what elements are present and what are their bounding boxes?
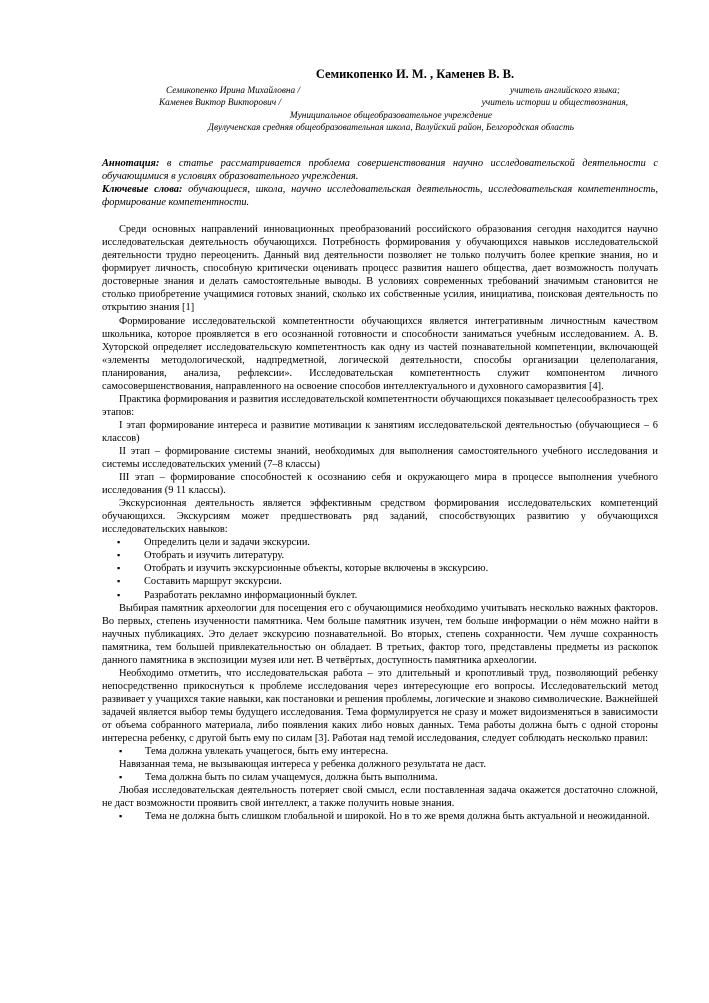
- paragraph-archaeology: Выбирая памятник археологии для посещения его с обучающимися необходимо учитывать несколько важных факторов. Во первых, степень изученности памятника. Чем больше памятник изучен, тем больше информации о нём можно найти в научных публикациях. Это делает экскурсию познавательной. Во вторых, степень сохранности. Чем лучше сохранность памятника, тем большей привлекательностью он обладает. В третьих, фактор того, представлены предметы из раскопок данного памятника в экспозиции музея или нет. В четвёртых, доступность памятника археологии.: [102, 602, 658, 666]
- annotation-label: Аннотация:: [102, 158, 160, 170]
- paragraph-research: Необходимо отметить, что исследовательская работа – это длительный и кропотливый труд, позволяющий ребенку непосредственно прикоснуться к проблеме исследования через интересующие его вопросы. Исследовательский метод развивает у учащихся такие навыки, как постановки и решения проблемы, логические и знаково символические. Важнейшей задачей является выбор темы будущего исследования. Тема формулируется не сразу и может видоизменяться в зависимости от объема собранного материала, либо появления каких либо новых данных. Тема работы должна быть с одной стороны интересна ребенку, с другой быть ему по силам [3]. Работая над темой исследования, следует соблюдать несколько правил:: [102, 667, 658, 745]
- list-item: ▪ Определить цели и задачи экскурсии.: [102, 536, 658, 549]
- author1-role: учитель английского языка;: [509, 86, 620, 96]
- rule-2: [102, 771, 658, 784]
- article-body: [102, 223, 658, 823]
- author2-role: учитель истории и обществознания,: [481, 98, 628, 109]
- keywords-text: обучающиеся, школа, научно исследовательская деятельность, исследовательская компетентность, формирование компетентности.: [102, 184, 658, 209]
- rule-1-text: Тема должна увлекать учащегося, быть ему интересна.: [145, 746, 389, 758]
- author2-row: [102, 97, 658, 109]
- article-title: Семикопенко И. М. , Каменев В. В.: [315, 67, 515, 81]
- rule-2-note: Любая исследовательская деятельность потеряет свой смысл, если поставленная задача окажется достаточно сложной, не даст возможности проявить свой интеллект, а также получить новые знания.: [102, 785, 658, 810]
- list-item: ▪ Составить маршрут экскурсии.: [102, 575, 658, 588]
- annotation: [102, 157, 658, 183]
- article-page: [102, 66, 658, 823]
- list-item: ▪ Разработать рекламно информационный буклет.: [102, 589, 658, 602]
- paragraph-2: Формирование исследовательской компетентности обучающихся является интегративным личностным качеством школьника, которое проявляется в его осознанной готовности и способности заниматься учебным исследованием. А. В. Хуторской определяет исследовательскую компетентность как одну из частей познавательной компетенции, включающей «элементы методологической, надпредметной, логической деятельности, способы организации целеполагания, планирования, анализа, рефлексии». Исследовательская компетентность служит компонентом личного самосовершенствования, направленного на освоение способов интеллектуального и духовного саморазвития [4].: [102, 315, 658, 392]
- annotation-text: в статье рассматривается проблема совершенствования научно исследовательской деятельности с обучающимися в условиях образовательного учреждения.: [102, 158, 658, 183]
- paragraph-3: Практика формирования и развития исследовательской компетентности обучающихся показывает целесообразность трех этапов:: [102, 393, 658, 418]
- bullet-icon: ▪: [119, 746, 123, 757]
- rule-1: [102, 745, 658, 758]
- abstract-block: [102, 157, 658, 209]
- keywords-label: Ключевые слова:: [102, 184, 183, 196]
- stage-3: III этап – формирование способностей к осознанию себя и окружающего мира в процессе выполнения учебного исследования (9 11 классы).: [102, 472, 658, 497]
- author1-row: [102, 85, 658, 97]
- rule-1-note: Навязанная тема, не вызывающая интереса у ребенка должного результата не даст.: [119, 759, 487, 771]
- list-item: ▪ Отобрать и изучить экскурсионные объекты, которые включены в экскурсию.: [102, 562, 658, 575]
- author1-name: Семикопенко Ирина Михайловна /: [166, 86, 301, 96]
- paragraph-1: Среди основных направлений инновационных преобразований российского образования сегодня находится научно исследовательская деятельность обучающихся. Потребность формирования у обучающихся навыков исследовательской деятельности трудно переоценить. Данный вид деятельности позволяет не только получить более крепкие знания, но и формирует личность, способную критически оценивать процесс развития нашего общества, дает возможность получать достоверные знания и делать самостоятельные выводы. В условиях современных требований значимым становится не столько приобретение учащимися готовых знаний, сколько их собственные усилия, инициатива, поисковая деятельность по открытию знания [1]: [102, 224, 658, 314]
- rule-3-text: Тема не должна быть слишком глобальной и широкой. Но в то же время должна быть актуальной и неожиданной.: [145, 811, 650, 823]
- list-item: ▪ Отобрать и изучить литературу.: [102, 549, 658, 562]
- paragraph-excursion: Экскурсионная деятельность является эффективным средством формирования исследовательских компетенций обучающихся. Экскурсиям может предшествовать ряд заданий, способствующих развитию у обучающихся исследовательских навыков:: [102, 498, 658, 536]
- rule-3: [102, 810, 658, 823]
- task-list: [102, 536, 658, 601]
- keywords: [102, 183, 658, 209]
- author2-name: Каменев Виктор Викторович /: [159, 98, 282, 109]
- rule-2-text: Тема должна быть по силам учащемуся, должна быть выполнима.: [145, 772, 438, 784]
- author-info: [102, 85, 658, 134]
- stage-2: II этап – формирование системы знаний, необходимых для выполнения самостоятельного учебного исследования и системы исследовательских умений (7–8 классы): [102, 445, 658, 471]
- bullet-icon: ▪: [119, 772, 123, 783]
- bullet-icon: ▪: [119, 811, 123, 822]
- org-line-2: Двулученская средняя общеобразовательная школа, Валуйский район, Белгородская область: [208, 122, 574, 133]
- org-line-1: Муниципальное общеобразовательное учреждение: [289, 110, 493, 121]
- stage-1: I этап формирование интереса и развитие мотивации к занятиям исследовательской деятельностью (обучающиеся – 6 классов): [102, 419, 658, 444]
